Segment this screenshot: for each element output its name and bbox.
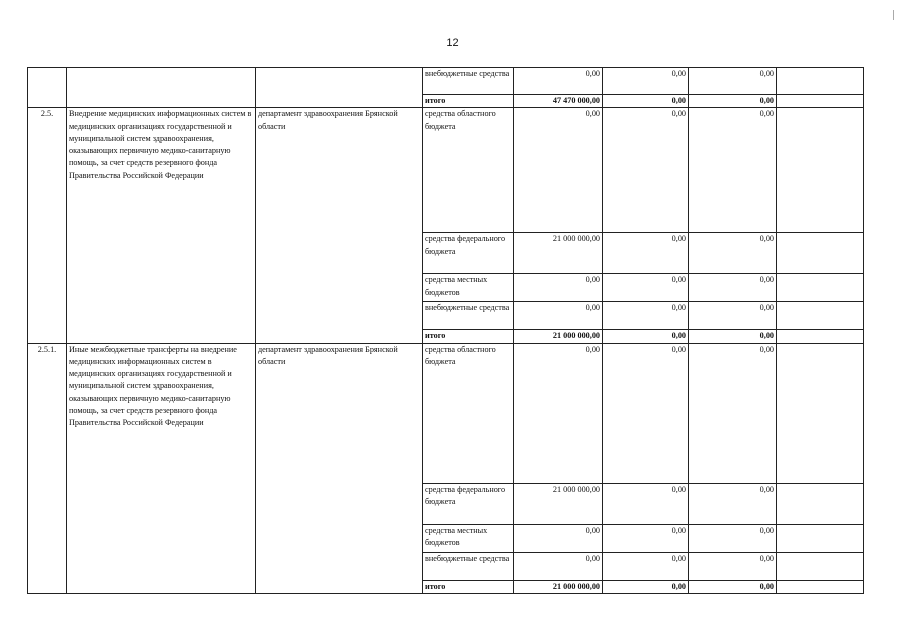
amount-cell-year2: 0,00 (603, 274, 689, 302)
amount-cell-year1: 0,00 (514, 302, 603, 330)
amount-cell-year2: 0,00 (603, 343, 689, 483)
table-row (28, 68, 864, 95)
amount-cell-year3: 0,00 (689, 68, 777, 95)
executor-cell: департамент здравоохранения Брянской области (256, 108, 423, 343)
note-cell (777, 233, 864, 274)
table-row (28, 108, 864, 233)
budget-table (27, 67, 864, 594)
funding-source-cell: средства областного бюджета (423, 343, 514, 483)
funding-source-cell: итого (423, 580, 514, 593)
funding-source-cell: внебюджетные средства (423, 68, 514, 95)
amount-cell-year3: 0,00 (689, 343, 777, 483)
amount-cell-year2: 0,00 (603, 552, 689, 580)
item-name-cell (67, 108, 256, 343)
item-number-cell: 2.5.1. (28, 343, 67, 593)
scan-edge-mark (893, 10, 894, 20)
funding-source-cell: внебюджетные средства (423, 552, 514, 580)
funding-source-cell: внебюджетные средства (423, 302, 514, 330)
amount-cell-year2: 0,00 (603, 330, 689, 343)
note-cell (777, 108, 864, 233)
amount-cell-year2: 0,00 (603, 524, 689, 552)
item-name-cell (67, 343, 256, 593)
page-number: 12 (446, 37, 459, 49)
funding-source-cell: средства местных бюджетов (423, 274, 514, 302)
amount-cell-year3: 0,00 (689, 233, 777, 274)
note-cell (777, 483, 864, 524)
amount-cell-year1: 0,00 (514, 552, 603, 580)
item-name-text: Иные межбюджетные трансферты на внедрение медицинских информационных систем в медицинских организациях государственной и муниципальной систем здравоохранения, оказывающих первичную медико-санитарную помощь, за счет средств резервного фонда Правительства Российской Федерации (69, 344, 237, 428)
amount-cell-year1: 0,00 (514, 343, 603, 483)
note-cell (777, 68, 864, 95)
funding-source-cell: средства местных бюджетов (423, 524, 514, 552)
funding-source-cell: средства федерального бюджета (423, 233, 514, 274)
funding-source-cell: итого (423, 95, 514, 108)
amount-cell-year3: 0,00 (689, 274, 777, 302)
amount-cell-year1: 21 000 000,00 (514, 330, 603, 343)
amount-cell-year3: 0,00 (689, 524, 777, 552)
amount-cell-year2: 0,00 (603, 302, 689, 330)
amount-cell-year1: 21 000 000,00 (514, 483, 603, 524)
note-cell (777, 552, 864, 580)
item-name-text: Внедрение медицинских информационных систем в медицинских организациях государственной и муниципальной систем здравоохранения, оказывающих первичную медико-санитарную помощь, за счет средств резервного фонда Правительства Российской Федерации (69, 109, 252, 180)
note-cell (777, 274, 864, 302)
amount-cell-year2: 0,00 (603, 233, 689, 274)
amount-cell-year2: 0,00 (603, 95, 689, 108)
executor-cell: департамент здравоохранения Брянской области (256, 343, 423, 593)
amount-cell-year3: 0,00 (689, 302, 777, 330)
funding-source-cell: средства федерального бюджета (423, 483, 514, 524)
note-cell (777, 580, 864, 593)
amount-cell-year1: 47 470 000,00 (514, 95, 603, 108)
note-cell (777, 343, 864, 483)
amount-cell-year3: 0,00 (689, 552, 777, 580)
amount-cell-year1: 0,00 (514, 108, 603, 233)
note-cell (777, 524, 864, 552)
amount-cell-year3: 0,00 (689, 330, 777, 343)
executor-cell (256, 68, 423, 108)
amount-cell-year1: 21 000 000,00 (514, 580, 603, 593)
amount-cell-year3: 0,00 (689, 580, 777, 593)
amount-cell-year3: 0,00 (689, 483, 777, 524)
note-cell (777, 330, 864, 343)
amount-cell-year2: 0,00 (603, 483, 689, 524)
amount-cell-year1: 0,00 (514, 274, 603, 302)
note-cell (777, 302, 864, 330)
item-number-cell (28, 68, 67, 108)
amount-cell-year1: 21 000 000,00 (514, 233, 603, 274)
amount-cell-year3: 0,00 (689, 108, 777, 233)
amount-cell-year2: 0,00 (603, 580, 689, 593)
amount-cell-year2: 0,00 (603, 108, 689, 233)
note-cell (777, 95, 864, 108)
item-name-cell (67, 68, 256, 108)
funding-source-cell: итого (423, 330, 514, 343)
item-number-cell: 2.5. (28, 108, 67, 343)
amount-cell-year2: 0,00 (603, 68, 689, 95)
amount-cell-year3: 0,00 (689, 95, 777, 108)
amount-cell-year1: 0,00 (514, 524, 603, 552)
table-row (28, 343, 864, 483)
funding-source-cell: средства областного бюджета (423, 108, 514, 233)
amount-cell-year1: 0,00 (514, 68, 603, 95)
